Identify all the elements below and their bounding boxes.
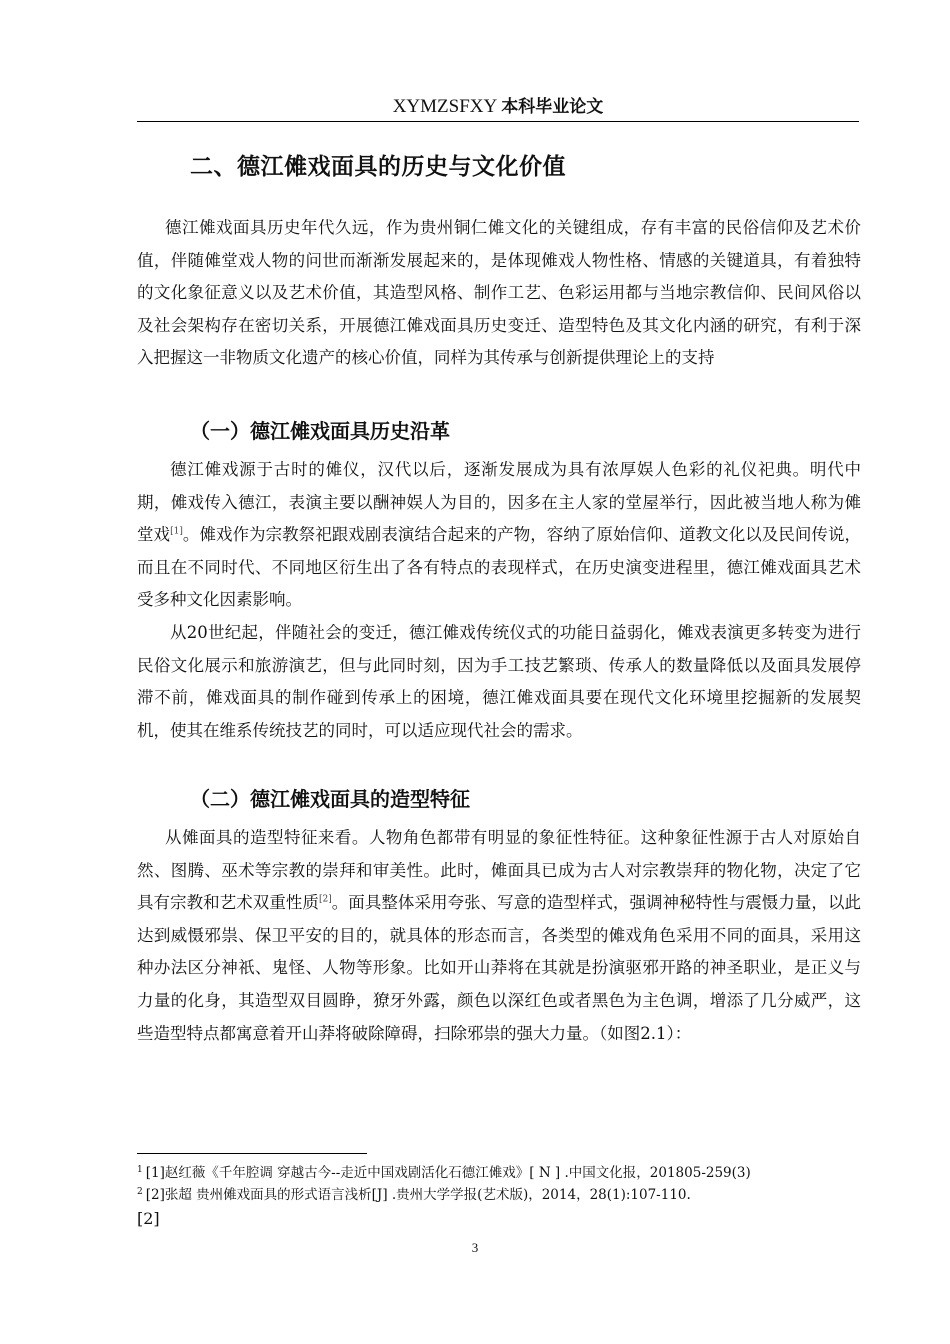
subsection-2-title: （二）德江傩戏面具的造型特征 [190,787,470,811]
sub2-paragraph-1: 从傩面具的造型特征来看。人物角色都带有明显的象征性特征。这种象征性源于古人对原始自然、图腾、巫术等宗教的崇拜和审美性。此时，傩面具已成为古人对宗教崇拜的物化物，决定了它具有宗教和艺术双重性质[2]。面具整体采用夸张、写意的造型样式，强调神秘特性与震慑力量，以此达到威慑邪祟、保卫平安的目的，就具体的形态而言，各类型的傩戏角色采用不同的面具，采用这种办法区分神祇、鬼怪、人物等形象。比如开山莽将在其就是扮演驱邪开路的神圣职业，是正义与力量的化身，其造型双目圆睁，獠牙外露，颜色以深红色或者黑色为主色调，增添了几分威严，这些造型特点都寓意着开山莽将破除障碍，扫除邪祟的强大力量。（如图2.1）： [137,828,862,1043]
header-rule [137,121,859,122]
sub1-paragraph-1: 德江傩戏源于古时的傩仪，汉代以后，逐渐发展成为具有浓厚娱人色彩的礼仪祀典。明代中期，傩戏传入德江，表演主要以酬神娱人为目的，因多在主人家的堂屋举行，因此被当地人称为傩堂戏[1]。傩戏作为宗教祭祀跟戏剧表演结合起来的产物，容纳了原始信仰、道教文化以及民间传说，而且在不同时代、不同地区衍生出了各有特点的表现样式，在历史演变进程里，德江傩戏面具艺术受多种文化因素影响。 [137,460,862,610]
citation-ref-2: [2] [318,894,332,905]
subsection-1-title: （一）德江傩戏面具历史沿革 [190,419,450,443]
subsection-2-body [137,822,861,1050]
subsection-1-body [137,454,861,747]
footnote-2: $^2$ [2]张超 贵州傩戏面具的形式语言浅析[J] .贵州大学学报(艺术版)，2014，28(1):107-110. [137,1186,691,1203]
intro-paragraph [137,212,861,375]
header-code: XYMZSFXY [392,96,497,117]
sub1-paragraph-2: 从20世纪起，伴随社会的变迁，德江傩戏传统仪式的功能日益弱化，傩戏表演更多转变为进行民俗文化展示和旅游演艺，但与此同时刻，因为手工技艺繁琐、传承人的数量降低以及面具发展停滞不前，傩戏面具的制作碰到传承上的困境，德江傩戏面具要在现代文化环境里挖掘新的发展契机，使其在维系传统技艺的同时，可以适应现代社会的需求。 [137,622,861,740]
intro-text: 德江傩戏面具历史年代久远，作为贵州铜仁傩文化的关键组成，存有丰富的民俗信仰及艺术价值，伴随傩堂戏人物的问世而渐渐发展起来的，是体现傩戏人物性格、情感的关键道具，有着独特的文化象征意义以及艺术价值，其造型风格、制作工艺、色彩运用都与当地宗教信仰、民间风俗以及社会架构存在密切关系，开展德江傩戏面具历史变迁、造型特色及其文化内涵的研究，有利于深入把握这一非物质文化遗产的核心价值，同样为其传承与创新提供理论上的支持 [137,218,861,368]
header-title: 本科毕业论文 [501,97,604,117]
section-title: 二、德江傩戏面具的历史与文化价值 [190,154,566,180]
footnote-tail: [2] [137,1209,160,1228]
page-number: 3 [471,1240,479,1255]
footnotes [137,1162,867,1232]
footnote-1: $^1$ [1]赵红薇《千年腔调 穿越古今--走近中国戏剧活化石德江傩戏》[ N ] .中国文化报，201805-259(3) [137,1164,751,1181]
footnote-separator [137,1153,367,1154]
page-header [137,95,859,119]
citation-ref-1: [1] [170,526,183,537]
